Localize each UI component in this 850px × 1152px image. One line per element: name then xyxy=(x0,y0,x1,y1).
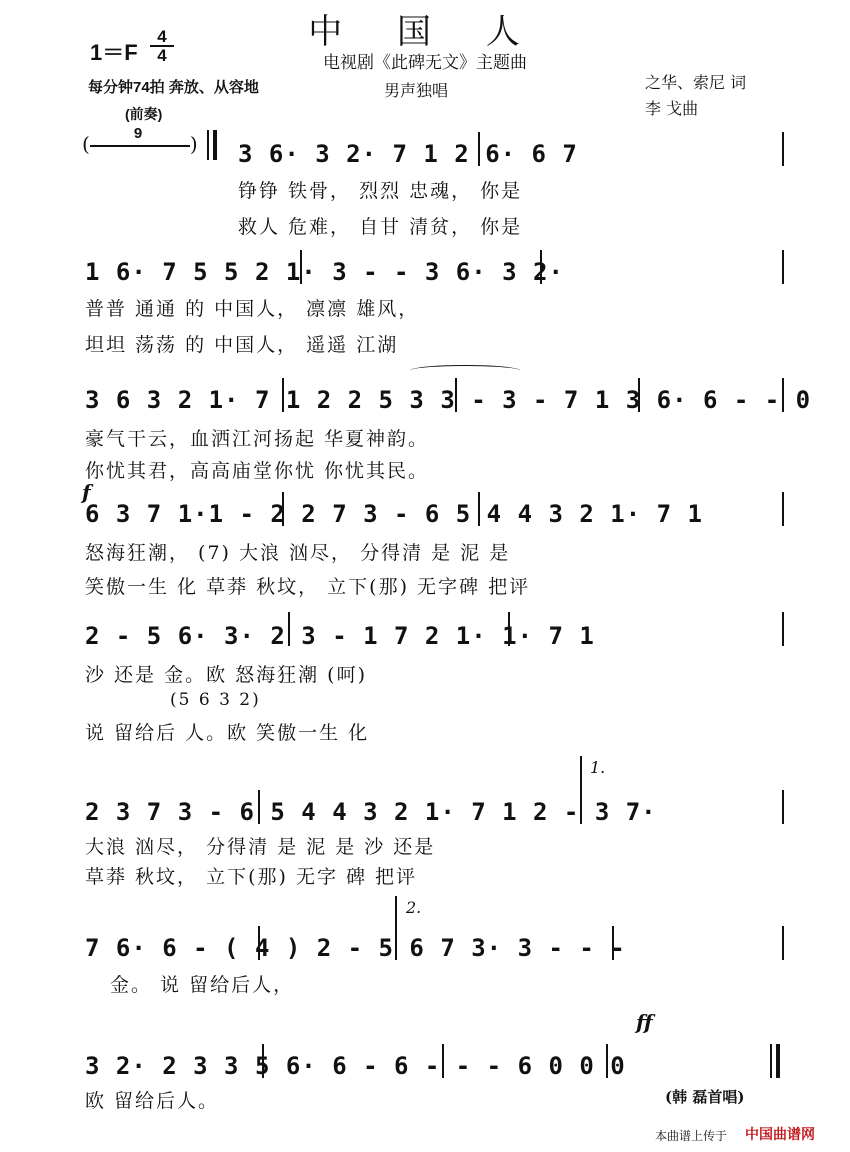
lyric-verse1-line6: 大浪 汹尽， 分得清 是 泥 是 沙 还是 xyxy=(85,836,436,858)
barline xyxy=(782,926,784,960)
lyric-verse2-line3: 你忧其君，高高庙堂你忧 你忧其民。 xyxy=(85,460,430,482)
page-title: 中 国 人 xyxy=(308,12,542,52)
barline xyxy=(580,756,582,824)
barline xyxy=(282,492,284,526)
lyric-verse2-line5: 说 留给后 人。欧 笑傲一生 化 xyxy=(85,722,370,744)
lyric-verse1-line4: 怒海狂潮， (7) 大浪 汹尽， 分得清 是 泥 是 xyxy=(85,542,511,564)
lyric-verse1-line1: 铮铮 铁骨， 烈烈 忠魂， 你是 xyxy=(238,180,523,202)
fill-notes: (5 6 3 2) xyxy=(170,690,261,710)
barline xyxy=(478,132,480,166)
barline xyxy=(258,926,260,960)
dynamic-ff: ff xyxy=(636,1010,653,1034)
barline xyxy=(782,492,784,526)
prelude-rest: ( 9 ) xyxy=(82,124,198,156)
barline xyxy=(282,378,284,412)
barline xyxy=(782,612,784,646)
barline xyxy=(442,1044,444,1078)
staff-notes-6: 2 3 7 3 - 6 5 4 4 3 2 1· 7 1 2 - 3 7· xyxy=(85,798,657,826)
tie-mark xyxy=(410,365,520,376)
barline xyxy=(262,1044,264,1078)
lyric-verse2-line1: 救人 危难， 自甘 清贫， 你是 xyxy=(238,216,523,238)
lyricist-credit: 之华、索尼 词 xyxy=(645,73,747,92)
lyric-verse2-line2: 坦坦 荡荡 的 中国人， 遥遥 江湖 xyxy=(85,334,399,356)
prelude-bars: 9 xyxy=(133,124,143,142)
voice-type: 男声独唱 xyxy=(384,81,449,100)
composer-credit: 李 戈曲 xyxy=(645,99,699,118)
time-top: 4 xyxy=(157,27,167,46)
barline xyxy=(508,612,510,646)
volta-1: 1. xyxy=(590,758,606,777)
lyric-verse1-line8: 欧 留给后人。 xyxy=(85,1090,220,1112)
barline xyxy=(782,250,784,284)
barline xyxy=(455,378,457,412)
barline xyxy=(782,378,784,412)
staff-notes-5: 2 - 5 6· 3· 2 3 - 1 7 2 1· 1· 7 1 xyxy=(85,622,595,650)
staff-notes-7: 7 6· 6 - ( 4 ) 2 - 5 6 7 3· 3 - - - xyxy=(85,934,626,962)
staff-notes-2: 1 6· 7 5 5 2 1· 3 - - 3 6· 3 2· xyxy=(85,258,564,286)
lyric-verse1-line2: 普普 通通 的 中国人， 凛凛 雄风， xyxy=(85,298,420,320)
lyric-verse1-line5: 沙 还是 金。欧 怒海狂潮 (呵) xyxy=(85,664,367,686)
staff-notes-3: 3 6 3 2 1· 7 1 2 2 5 3 3 - 3 - 7 1 3 6· 6 - - 0 xyxy=(85,386,812,414)
staff-notes-1: 3 6· 3 2· 7 1 2 6· 6 7 xyxy=(238,140,578,168)
final-barline xyxy=(776,1044,780,1078)
volta-2: 2. xyxy=(406,898,422,917)
lyric-verse1-line3: 豪气干云，血洒江河扬起 华夏神韵。 xyxy=(85,428,430,450)
barline xyxy=(638,378,640,412)
barline xyxy=(606,1044,608,1078)
barline xyxy=(207,130,209,160)
barline xyxy=(782,790,784,824)
footer-upload-text: 本曲谱上传于 xyxy=(655,1129,728,1143)
tempo-marking: 每分钟74拍 奔放、从容地 xyxy=(88,79,259,96)
barline xyxy=(300,250,302,284)
repeat-barline xyxy=(213,130,217,160)
barline xyxy=(478,492,480,526)
time-bottom: 4 xyxy=(150,45,174,64)
key-signature: 1＝F xyxy=(90,40,138,65)
lyric-verse2-line6: 草莽 秋坟， 立下(那) 无字 碑 把评 xyxy=(85,866,418,888)
subtitle: 电视剧《此碑无文》主题曲 xyxy=(323,53,527,73)
lyric-verse1-line7: 金。 说 留给后人， xyxy=(110,974,295,996)
barline xyxy=(782,132,784,166)
barline xyxy=(770,1044,772,1078)
staff-notes-8: 3 2· 2 3 3 5 6· 6 - 6 - - - 6 0 0 0 xyxy=(85,1052,626,1080)
dynamic-f: f xyxy=(82,480,91,504)
barline xyxy=(258,790,260,824)
prelude-label: (前奏) xyxy=(125,106,163,122)
performer-credit: (韩 磊首唱) xyxy=(665,1088,745,1106)
site-logo: 中国曲谱网 xyxy=(745,1126,815,1142)
lyric-verse2-line4: 笑傲一生 化 草莽 秋坟， 立下(那) 无字碑 把评 xyxy=(85,576,531,598)
barline xyxy=(612,926,614,960)
barline xyxy=(540,250,542,284)
barline xyxy=(395,896,397,960)
staff-notes-4: 6 3 7 1·1 - 2 2 7 3 - 6 5 4 4 3 2 1· 7 1 xyxy=(85,500,703,528)
barline xyxy=(288,612,290,646)
